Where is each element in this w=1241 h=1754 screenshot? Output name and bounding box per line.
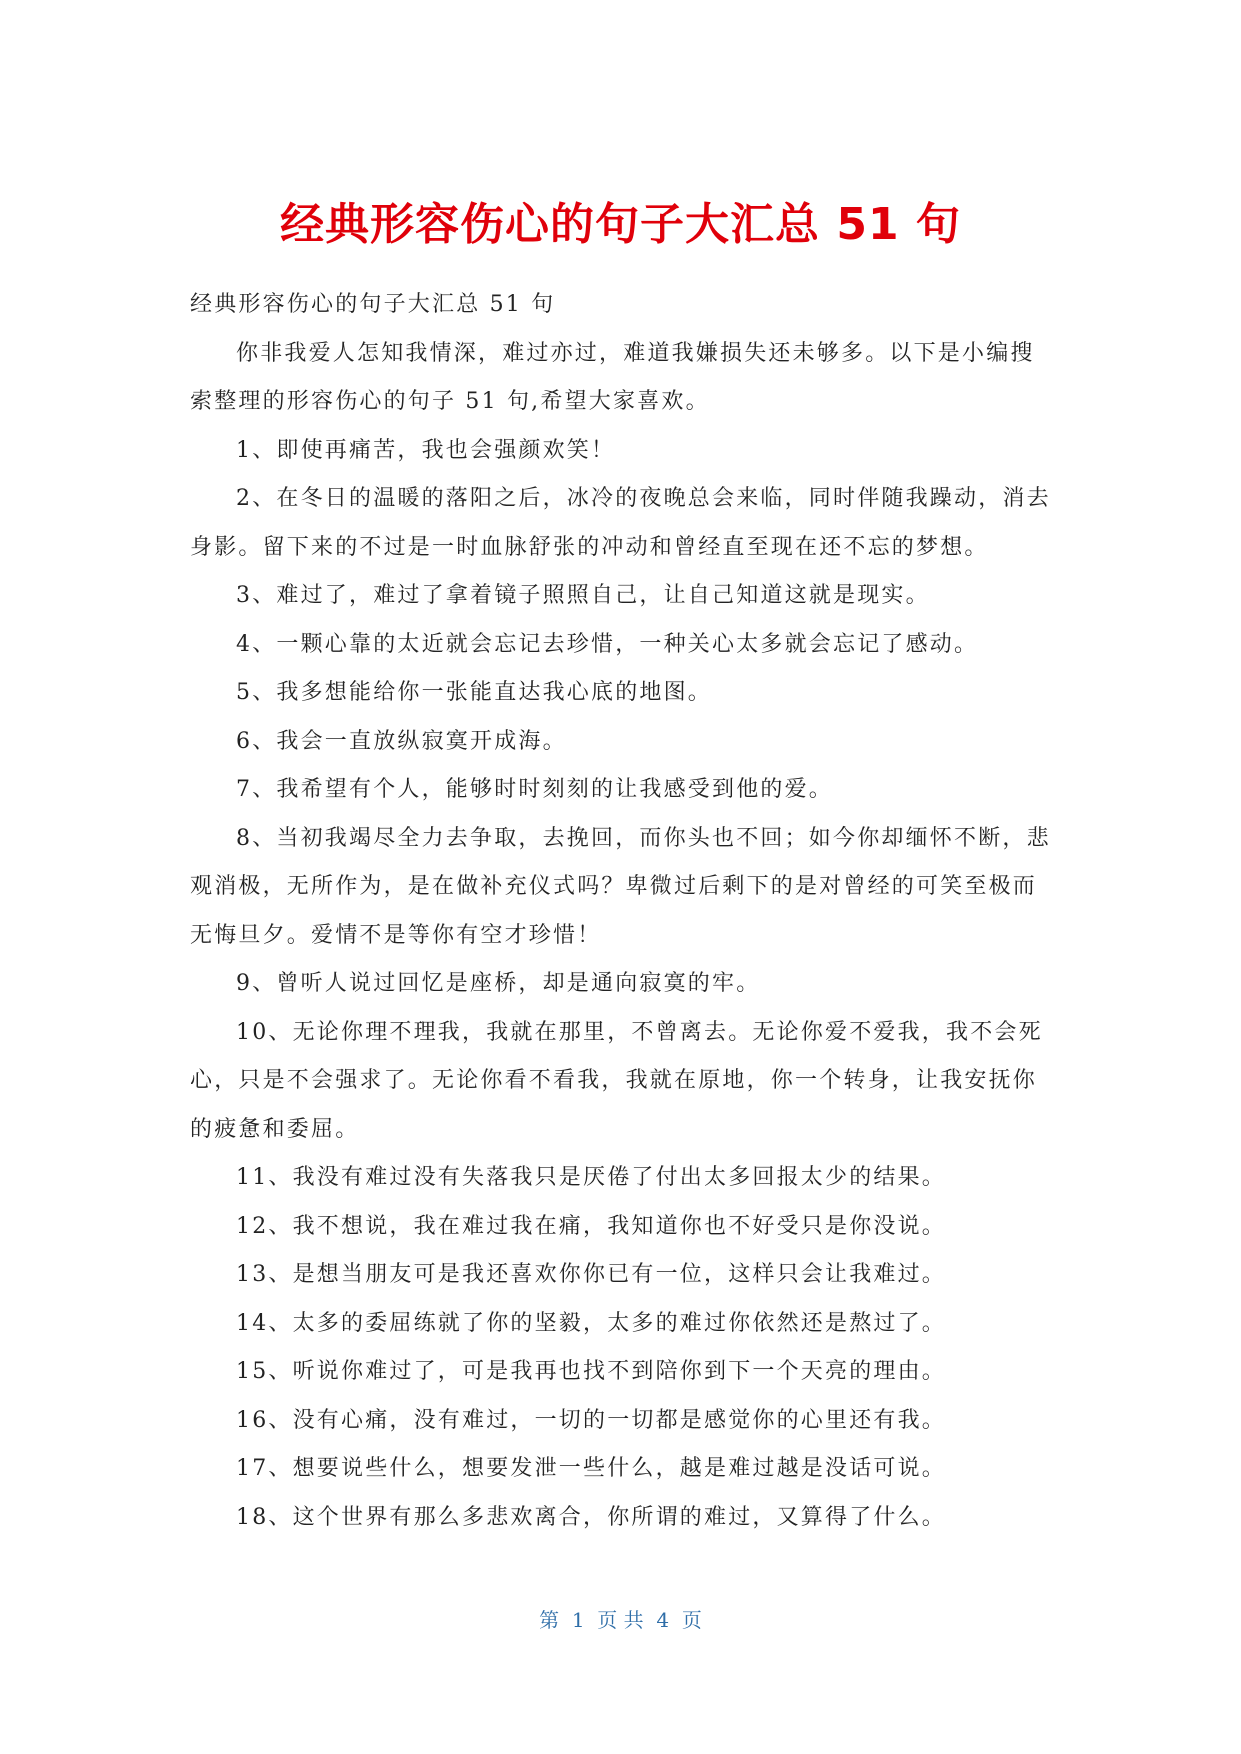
sentence-item: 18、这个世界有那么多悲欢离合，你所谓的难过，又算得了什么。 <box>236 1504 946 1530</box>
sentence-item: 7、我希望有个人，能够时时刻刻的让我感受到他的爱。 <box>236 777 833 802</box>
intro-paragraph: 你非我爱人怎知我情深，难过亦过，难道我嫌损失还未够多。以下是小编搜索整理的形容伤心的句子 51 句,希望大家喜欢。 <box>190 340 1035 414</box>
document-body <box>190 281 1054 1542</box>
sentence-item: 3、难过了，难过了拿着镜子照照自己，让自己知道这就是现实。 <box>236 583 930 608</box>
sentence-item: 1、即使再痛苦，我也会强颜欢笑！ <box>236 437 616 463</box>
sentence-item: 13、是想当朋友可是我还喜欢你你已有一位，这样只会让我难过。 <box>236 1262 946 1287</box>
sentence-item: 5、我多想能给你一张能直达我心底的地图。 <box>236 680 712 705</box>
sentence-item: 11、我没有难过没有失落我只是厌倦了付出太多回报太少的结果。 <box>236 1165 946 1190</box>
sentence-item: 16、没有心痛，没有难过，一切的一切都是感觉你的心里还有我。 <box>236 1407 946 1433</box>
sentence-item: 17、想要说些什么，想要发泄一些什么，越是难过越是没话可说。 <box>236 1456 946 1481</box>
sentence-item: 12、我不想说，我在难过我在痛，我知道你也不好受只是你没说。 <box>236 1213 946 1239</box>
document-subtitle: 经典形容伤心的句子大汇总 51 句 <box>190 292 556 317</box>
sentence-item: 8、当初我竭尽全力去争取，去挽回，而你头也不回；如今你却缅怀不断，悲观消极，无所作为，是在做补充仪式吗？卑微过后剩下的是对曾经的可笑至极而无悔旦夕。爱情不是等你有空才珍惜！ <box>190 825 1051 948</box>
sentence-item: 10、无论你理不理我，我就在那里，不曾离去。无论你爱不爱我，我不会死心，只是不会强求了。无论你看不看我，我就在原地，你一个转身，让我安抚你的疲惫和委屈。 <box>190 1019 1043 1142</box>
sentence-item: 6、我会一直放纵寂寞开成海。 <box>236 728 567 754</box>
sentence-item: 2、在冬日的温暖的落阳之后，冰冷的夜晚总会来临，同时伴随我躁动，消去身影。留下来的不过是一时血脉舒张的冲动和曾经直至现在还不忘的梦想。 <box>190 486 1051 560</box>
document-title: 经典形容伤心的句子大汇总 51 句 <box>280 199 961 250</box>
sentence-item: 4、一颗心靠的太近就会忘记去珍惜，一种关心太多就会忘记了感动。 <box>236 631 979 657</box>
sentence-item: 9、曾听人说过回忆是座桥，却是通向寂寞的牢。 <box>236 971 761 996</box>
sentence-item: 14、太多的委屈练就了你的坚毅，太多的难过你依然还是熬过了。 <box>236 1310 946 1336</box>
sentence-item: 15、听说你难过了，可是我再也找不到陪你到下一个天亮的理由。 <box>236 1359 946 1384</box>
page-footer: 第 1 页 共 4 页 <box>539 1608 702 1632</box>
